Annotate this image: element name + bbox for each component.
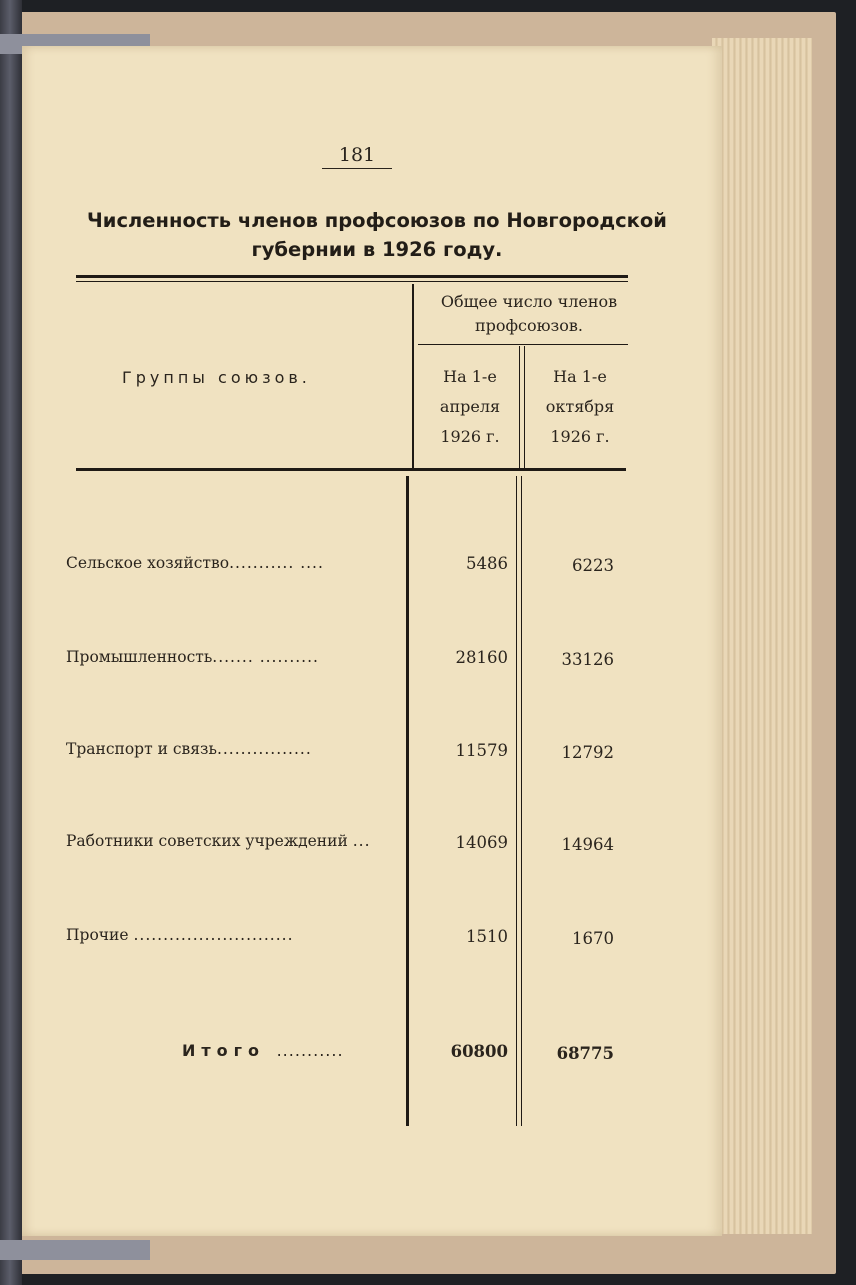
total-value-october: 68775 xyxy=(556,1044,614,1063)
total-members-header: Общее число членов профсоюзов. xyxy=(440,292,618,335)
book-page xyxy=(22,46,722,1236)
table-top-rule-thin xyxy=(76,281,628,282)
october-column-header: На 1-е октября 1926 г. xyxy=(545,367,615,446)
row-label-soviet-workers: Работники советских учреждений ... xyxy=(66,832,371,850)
header-divider-main xyxy=(412,284,414,470)
row-label-other: Прочие ........................... xyxy=(66,926,294,944)
header-col-divider-a xyxy=(519,346,520,470)
page-number: 181 xyxy=(322,144,392,169)
title-line-1: Численность членов профсоюзов по Новгородской xyxy=(87,209,667,232)
row-value-april: 5486 xyxy=(466,554,508,573)
row-value-october: 6223 xyxy=(572,556,614,575)
header-bottom-rule xyxy=(76,468,626,471)
row-value-april: 28160 xyxy=(455,648,508,667)
body-col-divider-a xyxy=(516,476,517,1126)
row-value-april: 1510 xyxy=(466,927,508,946)
title-line-2: губернии в 1926 году. xyxy=(251,238,503,261)
page-edges xyxy=(712,38,812,1234)
body-divider-main xyxy=(406,476,409,1126)
row-label-industry: Промышленность....... .......... xyxy=(66,648,319,666)
spine-binding-bottom xyxy=(0,1240,150,1260)
row-value-october: 33126 xyxy=(561,650,614,669)
row-value-april: 11579 xyxy=(455,741,508,760)
total-label: Итого ........... xyxy=(182,1041,344,1060)
april-column-header: На 1-е апреля 1926 г. xyxy=(439,367,501,446)
row-value-october: 14964 xyxy=(561,835,614,854)
groups-column-header: Группы союзов. xyxy=(122,368,311,387)
row-label-agriculture: Сельское хозяйство........... .... xyxy=(66,554,324,572)
body-col-divider-b xyxy=(521,476,522,1126)
book-spine xyxy=(0,0,22,1285)
table-top-rule-thick xyxy=(76,275,628,278)
header-subdivider-line xyxy=(418,344,628,345)
total-value-april: 60800 xyxy=(450,1042,508,1061)
row-value-october: 1670 xyxy=(572,929,614,948)
row-value-october: 12792 xyxy=(561,743,614,762)
row-label-transport: Транспорт и связь................ xyxy=(66,740,312,758)
page-title xyxy=(72,206,682,264)
row-value-april: 14069 xyxy=(455,833,508,852)
header-col-divider-b xyxy=(524,346,525,470)
